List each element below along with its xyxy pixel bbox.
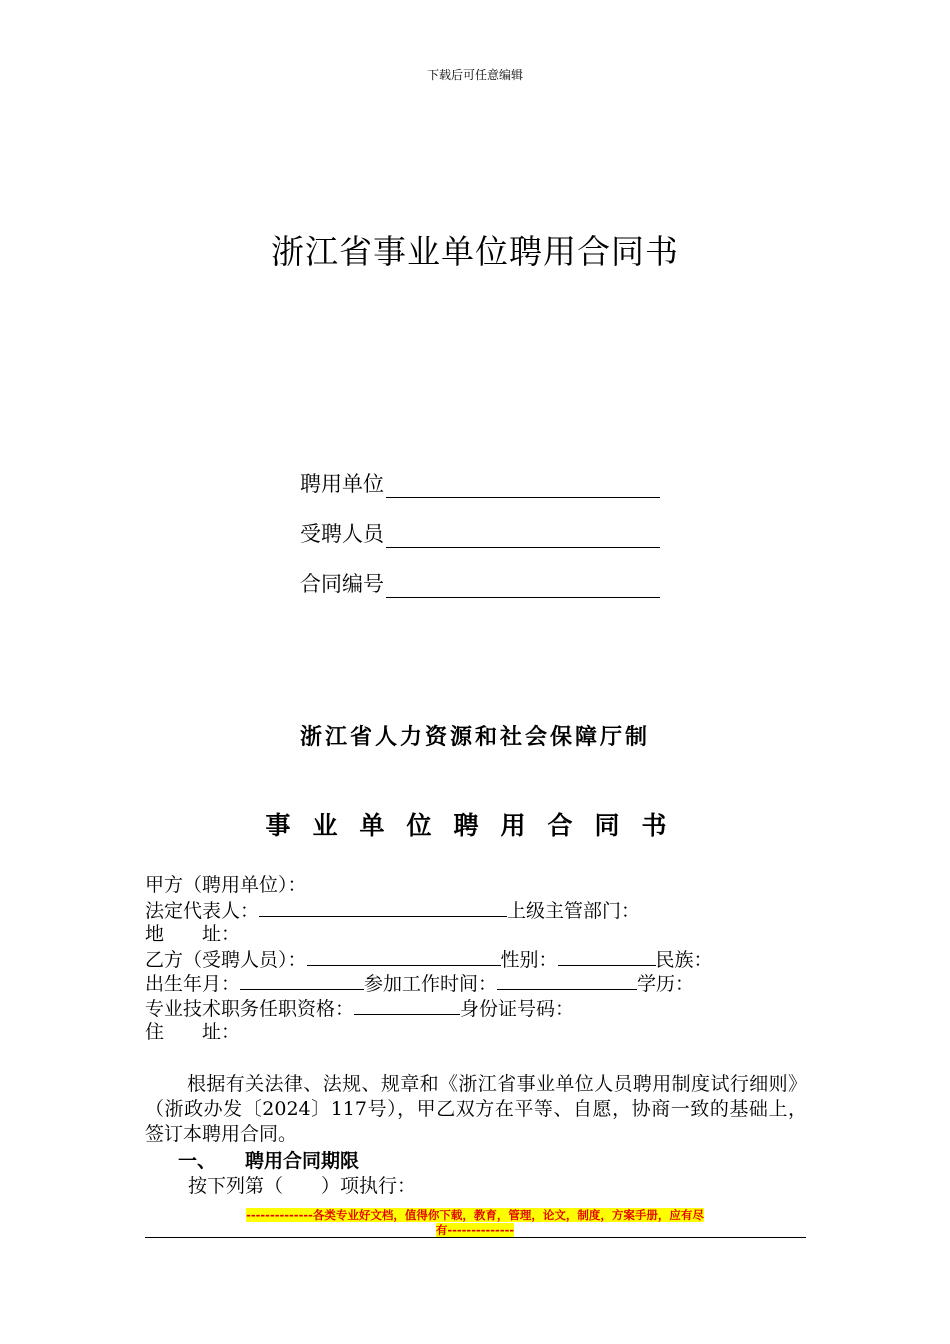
- cover-fields: [300, 448, 660, 598]
- address-a-row: [145, 922, 815, 947]
- party-a-label: 甲方（聘用单位）：: [145, 874, 307, 896]
- ethnicity-label: 民族：: [655, 948, 713, 971]
- blank-line: [497, 971, 637, 990]
- residence-row: [145, 1020, 815, 1045]
- blank-line: [240, 971, 364, 990]
- section-heading: [178, 1146, 359, 1173]
- section-number: 一、: [178, 1150, 217, 1172]
- work-start-label: 参加工作时间：: [364, 973, 498, 995]
- title-qual-row: [145, 996, 815, 1021]
- legal-rep-row: [145, 898, 815, 923]
- blank-line: [386, 475, 660, 498]
- birth-label: 出生年月：: [145, 973, 241, 995]
- party-b-row: [145, 947, 815, 972]
- blank-line: [386, 575, 660, 598]
- gender-label: 性别：: [500, 948, 558, 971]
- contract-title: 事业单位聘用合同书: [265, 811, 689, 840]
- cover-field-employee: [300, 498, 660, 548]
- intro-paragraph: 根据有关法律、法规、规章和《浙江省事业单位人员聘用制度试行细则》（浙政办发〔2024〕117号），甲乙双方在平等、自愿，协商一致的基础上，签订本聘用合同。: [145, 1073, 807, 1145]
- residence-label: 住 址：: [145, 1021, 241, 1043]
- blank-line: [259, 898, 507, 917]
- address-a-label: 地 址：: [145, 923, 241, 945]
- education-label: 学历：: [637, 973, 695, 995]
- section-title: 聘用合同期限: [245, 1150, 360, 1172]
- cover-title: 浙江省事业单位聘用合同书: [271, 232, 679, 271]
- birth-row: [145, 971, 815, 996]
- legal-rep-label: 法定代表人：: [145, 899, 260, 922]
- cover-field-label: 合同编号: [300, 572, 384, 596]
- blank-line: [558, 947, 656, 966]
- cover-field-label: 聘用单位: [300, 472, 384, 496]
- cover-field-employer: [300, 448, 660, 498]
- footer-divider: [145, 1237, 806, 1238]
- promo-line-2: 有--------------: [435, 1223, 515, 1237]
- cover-field-label: 受聘人员: [300, 522, 384, 546]
- blank-line: [354, 996, 460, 1015]
- blank-line: [307, 947, 501, 966]
- party-b-label: 乙方（受聘人员）：: [145, 948, 307, 971]
- title-qual-label: 专业技术职务任职资格：: [145, 997, 355, 1020]
- blank-line: [386, 525, 660, 548]
- issuer: 浙江省人力资源和社会保障厅制: [299, 725, 650, 750]
- promo-line-1: --------------各类专业好文档，值得你下载，教育，管理，论文，制度，方案手册，应有尽: [246, 1208, 704, 1222]
- superior-dept-label: 上级主管部门：: [507, 899, 641, 922]
- cover-field-contract-number: [300, 548, 660, 598]
- party-a-row: [145, 873, 815, 898]
- id-number-label: 身份证号码：: [460, 997, 575, 1020]
- exec-line: 按下列第（ ）项执行：: [188, 1175, 417, 1197]
- party-info: [145, 873, 815, 1045]
- header-note: 下载后可任意编辑: [426, 68, 523, 82]
- promo-banner: [175, 1208, 775, 1238]
